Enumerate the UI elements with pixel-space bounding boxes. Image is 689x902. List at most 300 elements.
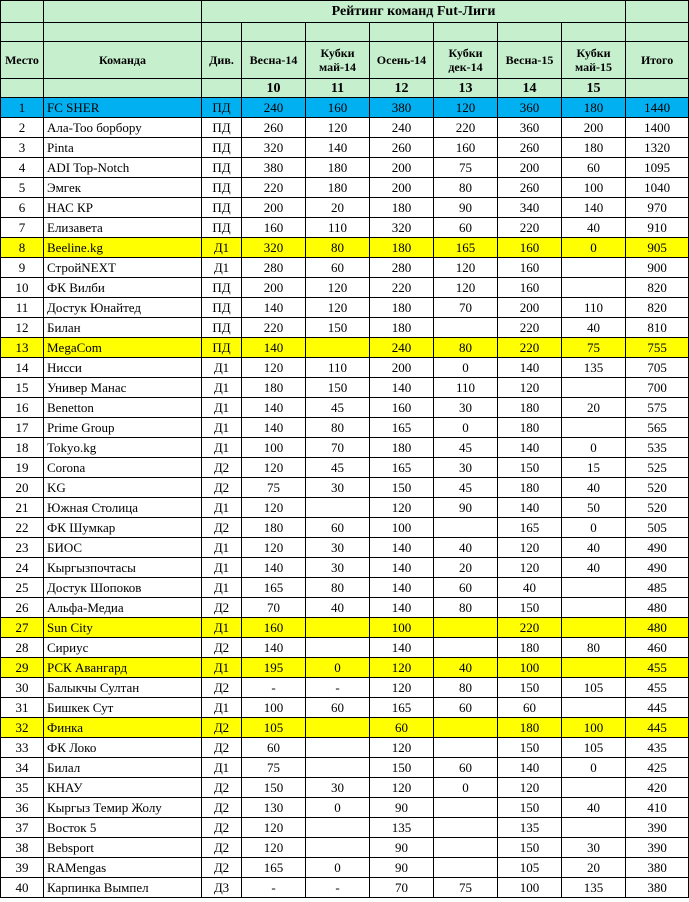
spring-15-cell: 260 (498, 178, 562, 198)
header-cups-may-15: Кубки май-15 (562, 42, 626, 79)
spring-14-cell: 320 (242, 138, 306, 158)
team-cell: Corona (44, 458, 202, 478)
spring-15-cell: 105 (498, 858, 562, 878)
spring-14-cell: 120 (242, 498, 306, 518)
place-cell: 32 (1, 718, 44, 738)
table-row (1, 518, 689, 538)
table-row (1, 458, 689, 478)
cups-may-15-cell (562, 778, 626, 798)
autumn-14-cell: 150 (370, 478, 434, 498)
cups-may-14-cell: 150 (306, 378, 370, 398)
spring-14-cell: 200 (242, 198, 306, 218)
division-cell: ПД (202, 278, 242, 298)
spring-14-cell: 120 (242, 458, 306, 478)
total-cell: 535 (626, 438, 689, 458)
division-cell: ПД (202, 318, 242, 338)
autumn-14-cell: 320 (370, 218, 434, 238)
total-cell: 820 (626, 278, 689, 298)
cups-may-15-cell (562, 598, 626, 618)
header-blank-cell (1, 79, 44, 98)
place-cell: 23 (1, 538, 44, 558)
cups-may-15-cell: 140 (562, 198, 626, 218)
autumn-14-cell: 160 (370, 398, 434, 418)
spring-14-cell: 380 (242, 158, 306, 178)
table-row (1, 218, 689, 238)
header-blank-cell (44, 23, 202, 42)
team-cell: Tokyo.kg (44, 438, 202, 458)
cups-may-14-cell (306, 738, 370, 758)
spring-15-cell: 180 (498, 418, 562, 438)
header-blank-cell (202, 23, 242, 42)
division-cell: Д1 (202, 538, 242, 558)
cups-may-15-cell (562, 698, 626, 718)
spring-15-cell: 160 (498, 238, 562, 258)
autumn-14-cell: 380 (370, 98, 434, 118)
table-row (1, 818, 689, 838)
cups-may-14-cell (306, 498, 370, 518)
division-cell: Д3 (202, 878, 242, 898)
autumn-14-cell: 60 (370, 718, 434, 738)
team-cell: Балыкчы Султан (44, 678, 202, 698)
spring-14-cell: 140 (242, 298, 306, 318)
header-cups-dec-14: Кубки дек-14 (434, 42, 498, 79)
total-cell: 565 (626, 418, 689, 438)
table-body (1, 1, 689, 898)
total-cell: 410 (626, 798, 689, 818)
team-cell: Bebsport (44, 838, 202, 858)
cups-may-15-cell: 0 (562, 438, 626, 458)
table-row (1, 278, 689, 298)
autumn-14-cell: 150 (370, 758, 434, 778)
spring-15-cell: 40 (498, 578, 562, 598)
autumn-14-cell: 120 (370, 738, 434, 758)
table-row (1, 118, 689, 138)
spring-15-cell: 160 (498, 258, 562, 278)
table-row (1, 338, 689, 358)
cups-may-14-cell: 45 (306, 458, 370, 478)
cups-may-15-cell (562, 258, 626, 278)
team-cell: ФК Шумкар (44, 518, 202, 538)
spring-14-cell: 120 (242, 538, 306, 558)
total-cell: 455 (626, 678, 689, 698)
cups-may-14-cell: 150 (306, 318, 370, 338)
spring-14-cell: 200 (242, 278, 306, 298)
cups-may-14-cell: 30 (306, 778, 370, 798)
cups-dec-14-cell: 90 (434, 198, 498, 218)
cups-may-14-cell: 80 (306, 238, 370, 258)
title-row (1, 1, 689, 23)
cups-may-14-cell: 120 (306, 118, 370, 138)
cups-may-15-cell: 0 (562, 518, 626, 538)
division-cell: Д2 (202, 778, 242, 798)
spring-15-cell: 150 (498, 798, 562, 818)
cups-may-14-cell: 180 (306, 158, 370, 178)
autumn-14-cell: 200 (370, 178, 434, 198)
cups-dec-14-cell: 60 (434, 758, 498, 778)
spring-14-cell: 140 (242, 338, 306, 358)
autumn-14-cell: 140 (370, 538, 434, 558)
table-row (1, 878, 689, 898)
total-cell: 390 (626, 838, 689, 858)
cups-may-15-cell: 20 (562, 858, 626, 878)
autumn-14-cell: 200 (370, 358, 434, 378)
place-cell: 1 (1, 98, 44, 118)
table-row (1, 798, 689, 818)
spring-14-cell: 130 (242, 798, 306, 818)
column-number: 15 (562, 79, 626, 98)
total-cell: 380 (626, 878, 689, 898)
spring-14-cell: 75 (242, 478, 306, 498)
cups-may-15-cell: 75 (562, 338, 626, 358)
cups-may-14-cell: 110 (306, 218, 370, 238)
team-cell: Кыргыз Темир Жолу (44, 798, 202, 818)
place-cell: 29 (1, 658, 44, 678)
cups-dec-14-cell: 60 (434, 218, 498, 238)
total-cell: 1040 (626, 178, 689, 198)
place-cell: 22 (1, 518, 44, 538)
autumn-14-cell: 180 (370, 238, 434, 258)
total-cell: 390 (626, 818, 689, 838)
total-cell: 455 (626, 658, 689, 678)
cups-may-15-cell: 180 (562, 98, 626, 118)
spring-14-cell: 60 (242, 738, 306, 758)
header-cups-may-14: Кубки май-14 (306, 42, 370, 79)
spring-14-cell: 165 (242, 858, 306, 878)
autumn-14-cell: 140 (370, 638, 434, 658)
cups-dec-14-cell: 45 (434, 438, 498, 458)
cups-may-14-cell: 80 (306, 418, 370, 438)
team-cell: Prime Group (44, 418, 202, 438)
cups-may-14-cell: 60 (306, 518, 370, 538)
spring-15-cell: 150 (498, 598, 562, 618)
header-blank-cell (370, 23, 434, 42)
spring-14-cell: 195 (242, 658, 306, 678)
total-cell: 1095 (626, 158, 689, 178)
header-blank-cell (562, 23, 626, 42)
team-cell: Билан (44, 318, 202, 338)
total-cell: 755 (626, 338, 689, 358)
column-number: 10 (242, 79, 306, 98)
spring-15-cell: 220 (498, 218, 562, 238)
division-cell: Д1 (202, 698, 242, 718)
table-row (1, 438, 689, 458)
division-cell: ПД (202, 138, 242, 158)
division-cell: Д1 (202, 498, 242, 518)
autumn-14-cell: 180 (370, 318, 434, 338)
cups-dec-14-cell: 75 (434, 878, 498, 898)
team-cell: Достук Шопоков (44, 578, 202, 598)
cups-may-14-cell (306, 758, 370, 778)
spring-14-cell: 120 (242, 818, 306, 838)
cups-may-15-cell: 40 (562, 218, 626, 238)
total-cell: 380 (626, 858, 689, 878)
team-cell: Универ Манас (44, 378, 202, 398)
division-cell: Д2 (202, 598, 242, 618)
cups-dec-14-cell: 80 (434, 338, 498, 358)
spring-14-cell: 140 (242, 398, 306, 418)
table-row (1, 358, 689, 378)
spring-14-cell: 150 (242, 778, 306, 798)
column-header-row (1, 42, 689, 79)
place-cell: 35 (1, 778, 44, 798)
place-cell: 36 (1, 798, 44, 818)
cups-may-14-cell: 45 (306, 398, 370, 418)
cups-may-15-cell: 0 (562, 238, 626, 258)
table-row (1, 198, 689, 218)
total-cell: 700 (626, 378, 689, 398)
cups-dec-14-cell: 220 (434, 118, 498, 138)
place-cell: 11 (1, 298, 44, 318)
autumn-14-cell: 140 (370, 558, 434, 578)
autumn-14-cell: 120 (370, 658, 434, 678)
spring-15-cell: 150 (498, 738, 562, 758)
division-cell: Д1 (202, 398, 242, 418)
cups-dec-14-cell: 60 (434, 698, 498, 718)
place-cell: 5 (1, 178, 44, 198)
cups-may-15-cell: 135 (562, 878, 626, 898)
table-row (1, 378, 689, 398)
cups-may-15-cell (562, 578, 626, 598)
header-spacer-row (1, 23, 689, 42)
cups-may-14-cell: 30 (306, 478, 370, 498)
team-cell: Sun City (44, 618, 202, 638)
division-cell: Д2 (202, 518, 242, 538)
cups-may-15-cell: 105 (562, 678, 626, 698)
team-cell: Южная Столица (44, 498, 202, 518)
cups-may-14-cell: 70 (306, 438, 370, 458)
division-cell: Д1 (202, 758, 242, 778)
header-blank-cell (1, 1, 44, 23)
spring-15-cell: 140 (498, 758, 562, 778)
cups-may-14-cell: 120 (306, 298, 370, 318)
place-cell: 6 (1, 198, 44, 218)
table-row (1, 478, 689, 498)
cups-may-15-cell: 100 (562, 178, 626, 198)
cups-may-15-cell: 100 (562, 718, 626, 738)
spring-15-cell: 200 (498, 298, 562, 318)
team-cell: Эмгек (44, 178, 202, 198)
table-row (1, 398, 689, 418)
spring-14-cell: 70 (242, 598, 306, 618)
table-row (1, 718, 689, 738)
place-cell: 7 (1, 218, 44, 238)
autumn-14-cell: 90 (370, 798, 434, 818)
autumn-14-cell: 180 (370, 298, 434, 318)
cups-dec-14-cell: 40 (434, 658, 498, 678)
table-row (1, 498, 689, 518)
place-cell: 10 (1, 278, 44, 298)
cups-dec-14-cell (434, 838, 498, 858)
table-row (1, 638, 689, 658)
spring-14-cell: - (242, 678, 306, 698)
spring-14-cell: 280 (242, 258, 306, 278)
spring-15-cell: 180 (498, 718, 562, 738)
division-cell: Д1 (202, 378, 242, 398)
cups-dec-14-cell (434, 858, 498, 878)
total-cell: 480 (626, 598, 689, 618)
total-cell: 820 (626, 298, 689, 318)
cups-may-15-cell: 40 (562, 558, 626, 578)
cups-dec-14-cell (434, 798, 498, 818)
cups-dec-14-cell: 0 (434, 358, 498, 378)
cups-may-14-cell: 80 (306, 578, 370, 598)
division-cell: Д1 (202, 618, 242, 638)
division-cell: ПД (202, 218, 242, 238)
column-number: 12 (370, 79, 434, 98)
place-cell: 38 (1, 838, 44, 858)
autumn-14-cell: 180 (370, 438, 434, 458)
cups-may-14-cell (306, 338, 370, 358)
header-blank-cell (242, 23, 306, 42)
place-cell: 24 (1, 558, 44, 578)
autumn-14-cell: 200 (370, 158, 434, 178)
spring-15-cell: 180 (498, 478, 562, 498)
total-cell: 425 (626, 758, 689, 778)
spring-14-cell: 100 (242, 698, 306, 718)
place-cell: 16 (1, 398, 44, 418)
team-cell: Билал (44, 758, 202, 778)
autumn-14-cell: 120 (370, 498, 434, 518)
cups-may-14-cell: 60 (306, 258, 370, 278)
total-cell: 435 (626, 738, 689, 758)
cups-may-14-cell: 0 (306, 798, 370, 818)
team-cell: СтройNEXT (44, 258, 202, 278)
cups-dec-14-cell: 75 (434, 158, 498, 178)
place-cell: 26 (1, 598, 44, 618)
table-row (1, 538, 689, 558)
autumn-14-cell: 240 (370, 338, 434, 358)
spring-14-cell: 165 (242, 578, 306, 598)
autumn-14-cell: 140 (370, 578, 434, 598)
spring-14-cell: 320 (242, 238, 306, 258)
total-cell: 575 (626, 398, 689, 418)
team-cell: Benetton (44, 398, 202, 418)
division-cell: Д1 (202, 438, 242, 458)
header-place: Место (1, 42, 44, 79)
cups-may-14-cell (306, 718, 370, 738)
cups-may-15-cell: 15 (562, 458, 626, 478)
header-blank-cell (626, 79, 689, 98)
division-cell: Д1 (202, 558, 242, 578)
autumn-14-cell: 100 (370, 618, 434, 638)
division-cell: Д2 (202, 678, 242, 698)
team-cell: ФК Вилби (44, 278, 202, 298)
division-cell: Д1 (202, 358, 242, 378)
autumn-14-cell: 120 (370, 678, 434, 698)
total-cell: 525 (626, 458, 689, 478)
team-cell: Beeline.kg (44, 238, 202, 258)
table-row (1, 758, 689, 778)
column-number-row (1, 79, 689, 98)
place-cell: 2 (1, 118, 44, 138)
cups-may-14-cell (306, 638, 370, 658)
team-cell: MegaCom (44, 338, 202, 358)
division-cell: Д2 (202, 818, 242, 838)
autumn-14-cell: 70 (370, 878, 434, 898)
cups-may-15-cell: 0 (562, 758, 626, 778)
cups-dec-14-cell (434, 818, 498, 838)
team-cell: Елизавета (44, 218, 202, 238)
division-cell: Д2 (202, 478, 242, 498)
total-cell: 910 (626, 218, 689, 238)
cups-may-15-cell: 30 (562, 838, 626, 858)
column-number: 14 (498, 79, 562, 98)
table-row (1, 598, 689, 618)
place-cell: 31 (1, 698, 44, 718)
place-cell: 34 (1, 758, 44, 778)
cups-dec-14-cell (434, 518, 498, 538)
table-row (1, 738, 689, 758)
spring-15-cell: 120 (498, 538, 562, 558)
team-cell: Нисси (44, 358, 202, 378)
place-cell: 13 (1, 338, 44, 358)
division-cell: Д2 (202, 458, 242, 478)
autumn-14-cell: 165 (370, 698, 434, 718)
table-row (1, 578, 689, 598)
division-cell: Д1 (202, 578, 242, 598)
table-row (1, 178, 689, 198)
spring-15-cell: 135 (498, 818, 562, 838)
spring-14-cell: 160 (242, 618, 306, 638)
cups-may-14-cell: 180 (306, 178, 370, 198)
autumn-14-cell: 140 (370, 598, 434, 618)
cups-may-15-cell: 40 (562, 798, 626, 818)
team-cell: KG (44, 478, 202, 498)
cups-may-14-cell: 140 (306, 138, 370, 158)
division-cell: Д2 (202, 858, 242, 878)
cups-may-15-cell: 180 (562, 138, 626, 158)
total-cell: 900 (626, 258, 689, 278)
header-blank-cell (434, 23, 498, 42)
header-division: Див. (202, 42, 242, 79)
cups-may-15-cell: 200 (562, 118, 626, 138)
spring-14-cell: 220 (242, 318, 306, 338)
autumn-14-cell: 165 (370, 458, 434, 478)
place-cell: 9 (1, 258, 44, 278)
cups-dec-14-cell: 20 (434, 558, 498, 578)
table-row (1, 838, 689, 858)
cups-dec-14-cell: 120 (434, 98, 498, 118)
total-cell: 480 (626, 618, 689, 638)
cups-may-15-cell: 50 (562, 498, 626, 518)
spring-14-cell: 140 (242, 558, 306, 578)
cups-may-14-cell: 120 (306, 278, 370, 298)
header-spring-14: Весна-14 (242, 42, 306, 79)
column-number: 13 (434, 79, 498, 98)
spring-14-cell: 140 (242, 638, 306, 658)
spring-15-cell: 360 (498, 98, 562, 118)
header-blank-cell (626, 1, 689, 23)
team-cell: Сириус (44, 638, 202, 658)
place-cell: 28 (1, 638, 44, 658)
spring-15-cell: 220 (498, 338, 562, 358)
place-cell: 17 (1, 418, 44, 438)
division-cell: ПД (202, 338, 242, 358)
autumn-14-cell: 220 (370, 278, 434, 298)
spring-15-cell: 220 (498, 318, 562, 338)
cups-may-14-cell (306, 818, 370, 838)
spring-15-cell: 150 (498, 678, 562, 698)
cups-dec-14-cell (434, 738, 498, 758)
table-row (1, 618, 689, 638)
spring-14-cell: 105 (242, 718, 306, 738)
spring-15-cell: 100 (498, 658, 562, 678)
place-cell: 12 (1, 318, 44, 338)
division-cell: Д1 (202, 258, 242, 278)
spring-15-cell: 200 (498, 158, 562, 178)
spring-15-cell: 120 (498, 558, 562, 578)
autumn-14-cell: 260 (370, 138, 434, 158)
